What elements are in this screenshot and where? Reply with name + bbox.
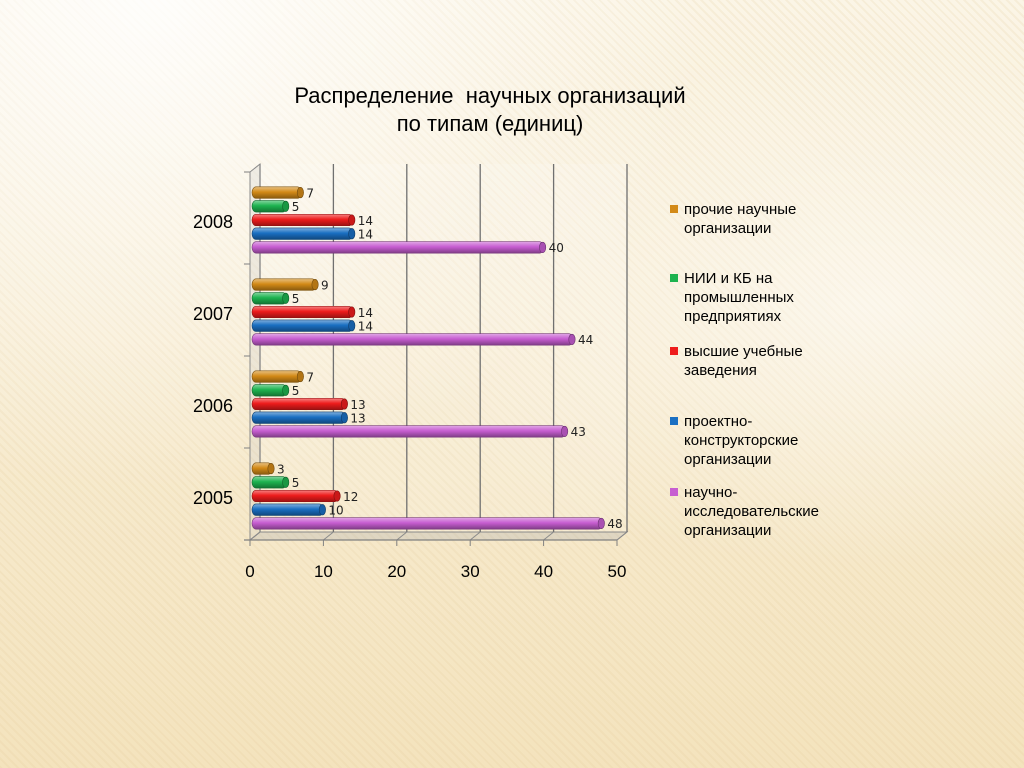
category-label: 2005 bbox=[192, 488, 233, 508]
bar bbox=[252, 306, 353, 318]
x-tick-label: 50 bbox=[607, 562, 627, 581]
data-label: 12 bbox=[343, 489, 359, 504]
x-tick-label: 30 bbox=[460, 562, 480, 581]
legend-text-line: научно- bbox=[684, 484, 738, 501]
x-tick-label: 0 bbox=[245, 562, 255, 581]
bar-end-cap bbox=[349, 307, 355, 318]
legend-text-line: заведения bbox=[684, 362, 757, 379]
legend-swatch-research-institutes bbox=[670, 488, 678, 496]
bar-end-cap bbox=[561, 426, 567, 437]
bar-end-cap bbox=[598, 518, 604, 529]
bar-end-cap bbox=[341, 399, 347, 410]
bar bbox=[252, 398, 345, 410]
data-label: 5 bbox=[291, 384, 300, 399]
data-label: 13 bbox=[350, 397, 366, 412]
bar bbox=[252, 214, 353, 226]
bar-end-cap bbox=[283, 201, 289, 212]
data-label: 7 bbox=[306, 370, 315, 385]
bar-end-cap bbox=[297, 187, 303, 198]
data-label: 14 bbox=[357, 319, 374, 334]
bar bbox=[252, 242, 544, 254]
bar bbox=[252, 412, 345, 424]
category-label: 2008 bbox=[192, 212, 233, 232]
x-tick-label: 10 bbox=[313, 562, 333, 581]
bar bbox=[252, 201, 287, 213]
data-label: 48 bbox=[607, 517, 623, 532]
bar-end-cap bbox=[283, 293, 289, 304]
chart-title-line-2: по типам (единиц) bbox=[396, 111, 584, 136]
bar bbox=[252, 477, 287, 489]
bar-end-cap bbox=[341, 412, 347, 423]
data-label: 14 bbox=[357, 305, 374, 320]
data-label: 5 bbox=[291, 200, 300, 215]
category-label: 2007 bbox=[192, 304, 233, 324]
bar bbox=[252, 187, 301, 199]
data-label: 10 bbox=[328, 503, 344, 518]
bar-end-cap bbox=[539, 242, 545, 253]
plot-floor bbox=[250, 532, 627, 540]
legend-text-line: НИИ и КБ на bbox=[684, 270, 773, 287]
data-label: 43 bbox=[570, 425, 586, 440]
bar bbox=[252, 490, 338, 502]
x-tick-label: 20 bbox=[387, 562, 407, 581]
data-label: 3 bbox=[277, 462, 285, 477]
bar-end-cap bbox=[349, 320, 355, 331]
data-label: 40 bbox=[548, 241, 564, 256]
legend-text-line: высшие учебные bbox=[684, 343, 803, 360]
data-label: 7 bbox=[306, 186, 315, 201]
legend-text-line: исследовательские bbox=[684, 503, 819, 520]
data-label: 5 bbox=[291, 292, 300, 307]
bar bbox=[252, 385, 287, 397]
bar-end-cap bbox=[283, 385, 289, 396]
bar bbox=[252, 371, 301, 383]
legend-text-line: предприятиях bbox=[684, 308, 782, 325]
bar bbox=[252, 334, 573, 346]
bar-end-cap bbox=[319, 504, 325, 515]
bar-end-cap bbox=[297, 371, 303, 382]
bar bbox=[252, 320, 353, 332]
legend-text-line: конструкторские bbox=[684, 432, 799, 449]
bar-end-cap bbox=[283, 477, 289, 488]
bar-end-cap bbox=[349, 215, 355, 226]
chart-title-line-1: Распределение научных организаций bbox=[294, 83, 686, 108]
data-label: 13 bbox=[350, 411, 366, 426]
data-label: 44 bbox=[577, 333, 594, 348]
legend-swatch-other bbox=[670, 205, 678, 213]
legend-text-line: прочие научные bbox=[684, 201, 797, 218]
bar bbox=[252, 293, 287, 305]
data-label: 9 bbox=[321, 278, 329, 293]
legend-text-line: организации bbox=[684, 522, 772, 539]
bar bbox=[252, 518, 602, 530]
bar-end-cap bbox=[268, 463, 274, 474]
legend-text-line: промышленных bbox=[684, 289, 794, 306]
legend-swatch-design-bureaus bbox=[670, 417, 678, 425]
x-tick-label: 40 bbox=[534, 562, 554, 581]
bar-end-cap bbox=[569, 334, 575, 345]
bar bbox=[252, 504, 323, 516]
bar bbox=[252, 228, 353, 240]
bar-end-cap bbox=[349, 228, 355, 239]
bar bbox=[252, 426, 566, 438]
bar-end-cap bbox=[334, 491, 340, 502]
legend-text-line: проектно- bbox=[684, 413, 753, 430]
data-label: 14 bbox=[357, 213, 374, 228]
legend-text-line: организации bbox=[684, 220, 772, 237]
legend-swatch-universities bbox=[670, 347, 678, 355]
legend-text-line: организации bbox=[684, 451, 772, 468]
category-label: 2006 bbox=[192, 396, 233, 416]
data-label: 14 bbox=[357, 227, 374, 242]
bar bbox=[252, 279, 316, 291]
data-label: 5 bbox=[291, 476, 300, 491]
bar-end-cap bbox=[312, 279, 318, 290]
legend-swatch-industrial-institutes bbox=[670, 274, 678, 282]
